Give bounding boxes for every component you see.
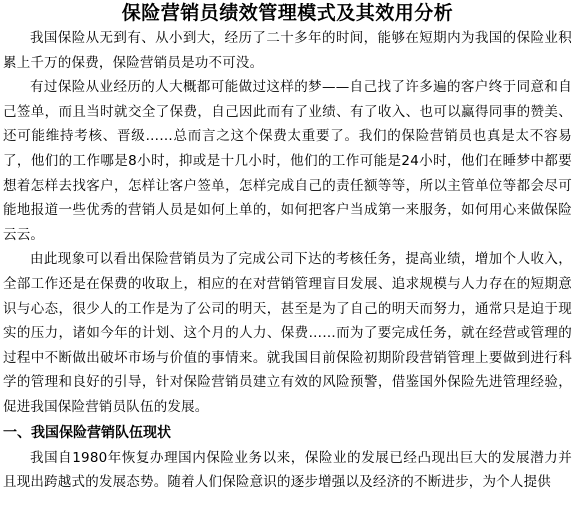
section-heading: 一、我国保险营销队伍现状 bbox=[3, 424, 171, 441]
intro-paragraph: 我国保险从无到有、从小到大，经历了二十多年的时间，能够在短期内为我国的保险业积累上千万的保费，保险营销员是功不可没。 bbox=[3, 30, 572, 71]
dream-paragraph: 有过保险从业经历的人大概都可能做过这样的梦——自己找了许多遍的客户终于同意和自己签单，而且当时就交全了保费，自己因此而有了业绩、有了收入、也可以赢得同事的赞美、还可能维持考核、晋级……总而言之这个保费太重要了。我们的保险营销员也真是太不容易了，他们的工作哪是8小时，抑或是十几小时，他们的工作可能是24小时，他们在睡梦中都要想着怎样去找客户，怎样让客户签单，怎样完成自己的责任额等等，所以主管单位等都会尽可能地报道一些优秀的营销人员是如何上单的，如何把客户当成第一来服务，如何用心来做保险云云。 bbox=[3, 79, 572, 243]
document-page bbox=[3, 0, 572, 495]
section-paragraph: 我国自1980年恢复办理国内保险业务以来，保险业的发展已经凸现出巨大的发展潜力并且现出跨越式的发展态势。随着人们保险意识的逐步增强以及经济的不断进步，为个人提供 bbox=[3, 449, 572, 491]
phenomenon-paragraph: 由此现象可以看出保险营销员为了完成公司下达的考核任务，提高业绩，增加个人收入，全部工作还是在保费的收取上，相应的在对营销管理盲目发展、追求规模与人力存在的短期意识与心态，很少人的工作是为了公司的明天，甚至是为了自己的明天而努力，通常只是迫于现实的压力，诸如今年的计划、这个月的人力、保费……而为了要完成任务，就在经营或管理的过程中不断做出破坏市场与价值的事情来。就我国目前保险初期阶段营销管理上要做到进行科学的管理和良好的引导，针对保险营销员建立有效的风险预警，借鉴国外保险先进管理经验，促进我国保险营销员队伍的发展。 bbox=[3, 251, 572, 415]
document-title: 保险营销员绩效管理模式及其效用分析 bbox=[121, 2, 454, 24]
